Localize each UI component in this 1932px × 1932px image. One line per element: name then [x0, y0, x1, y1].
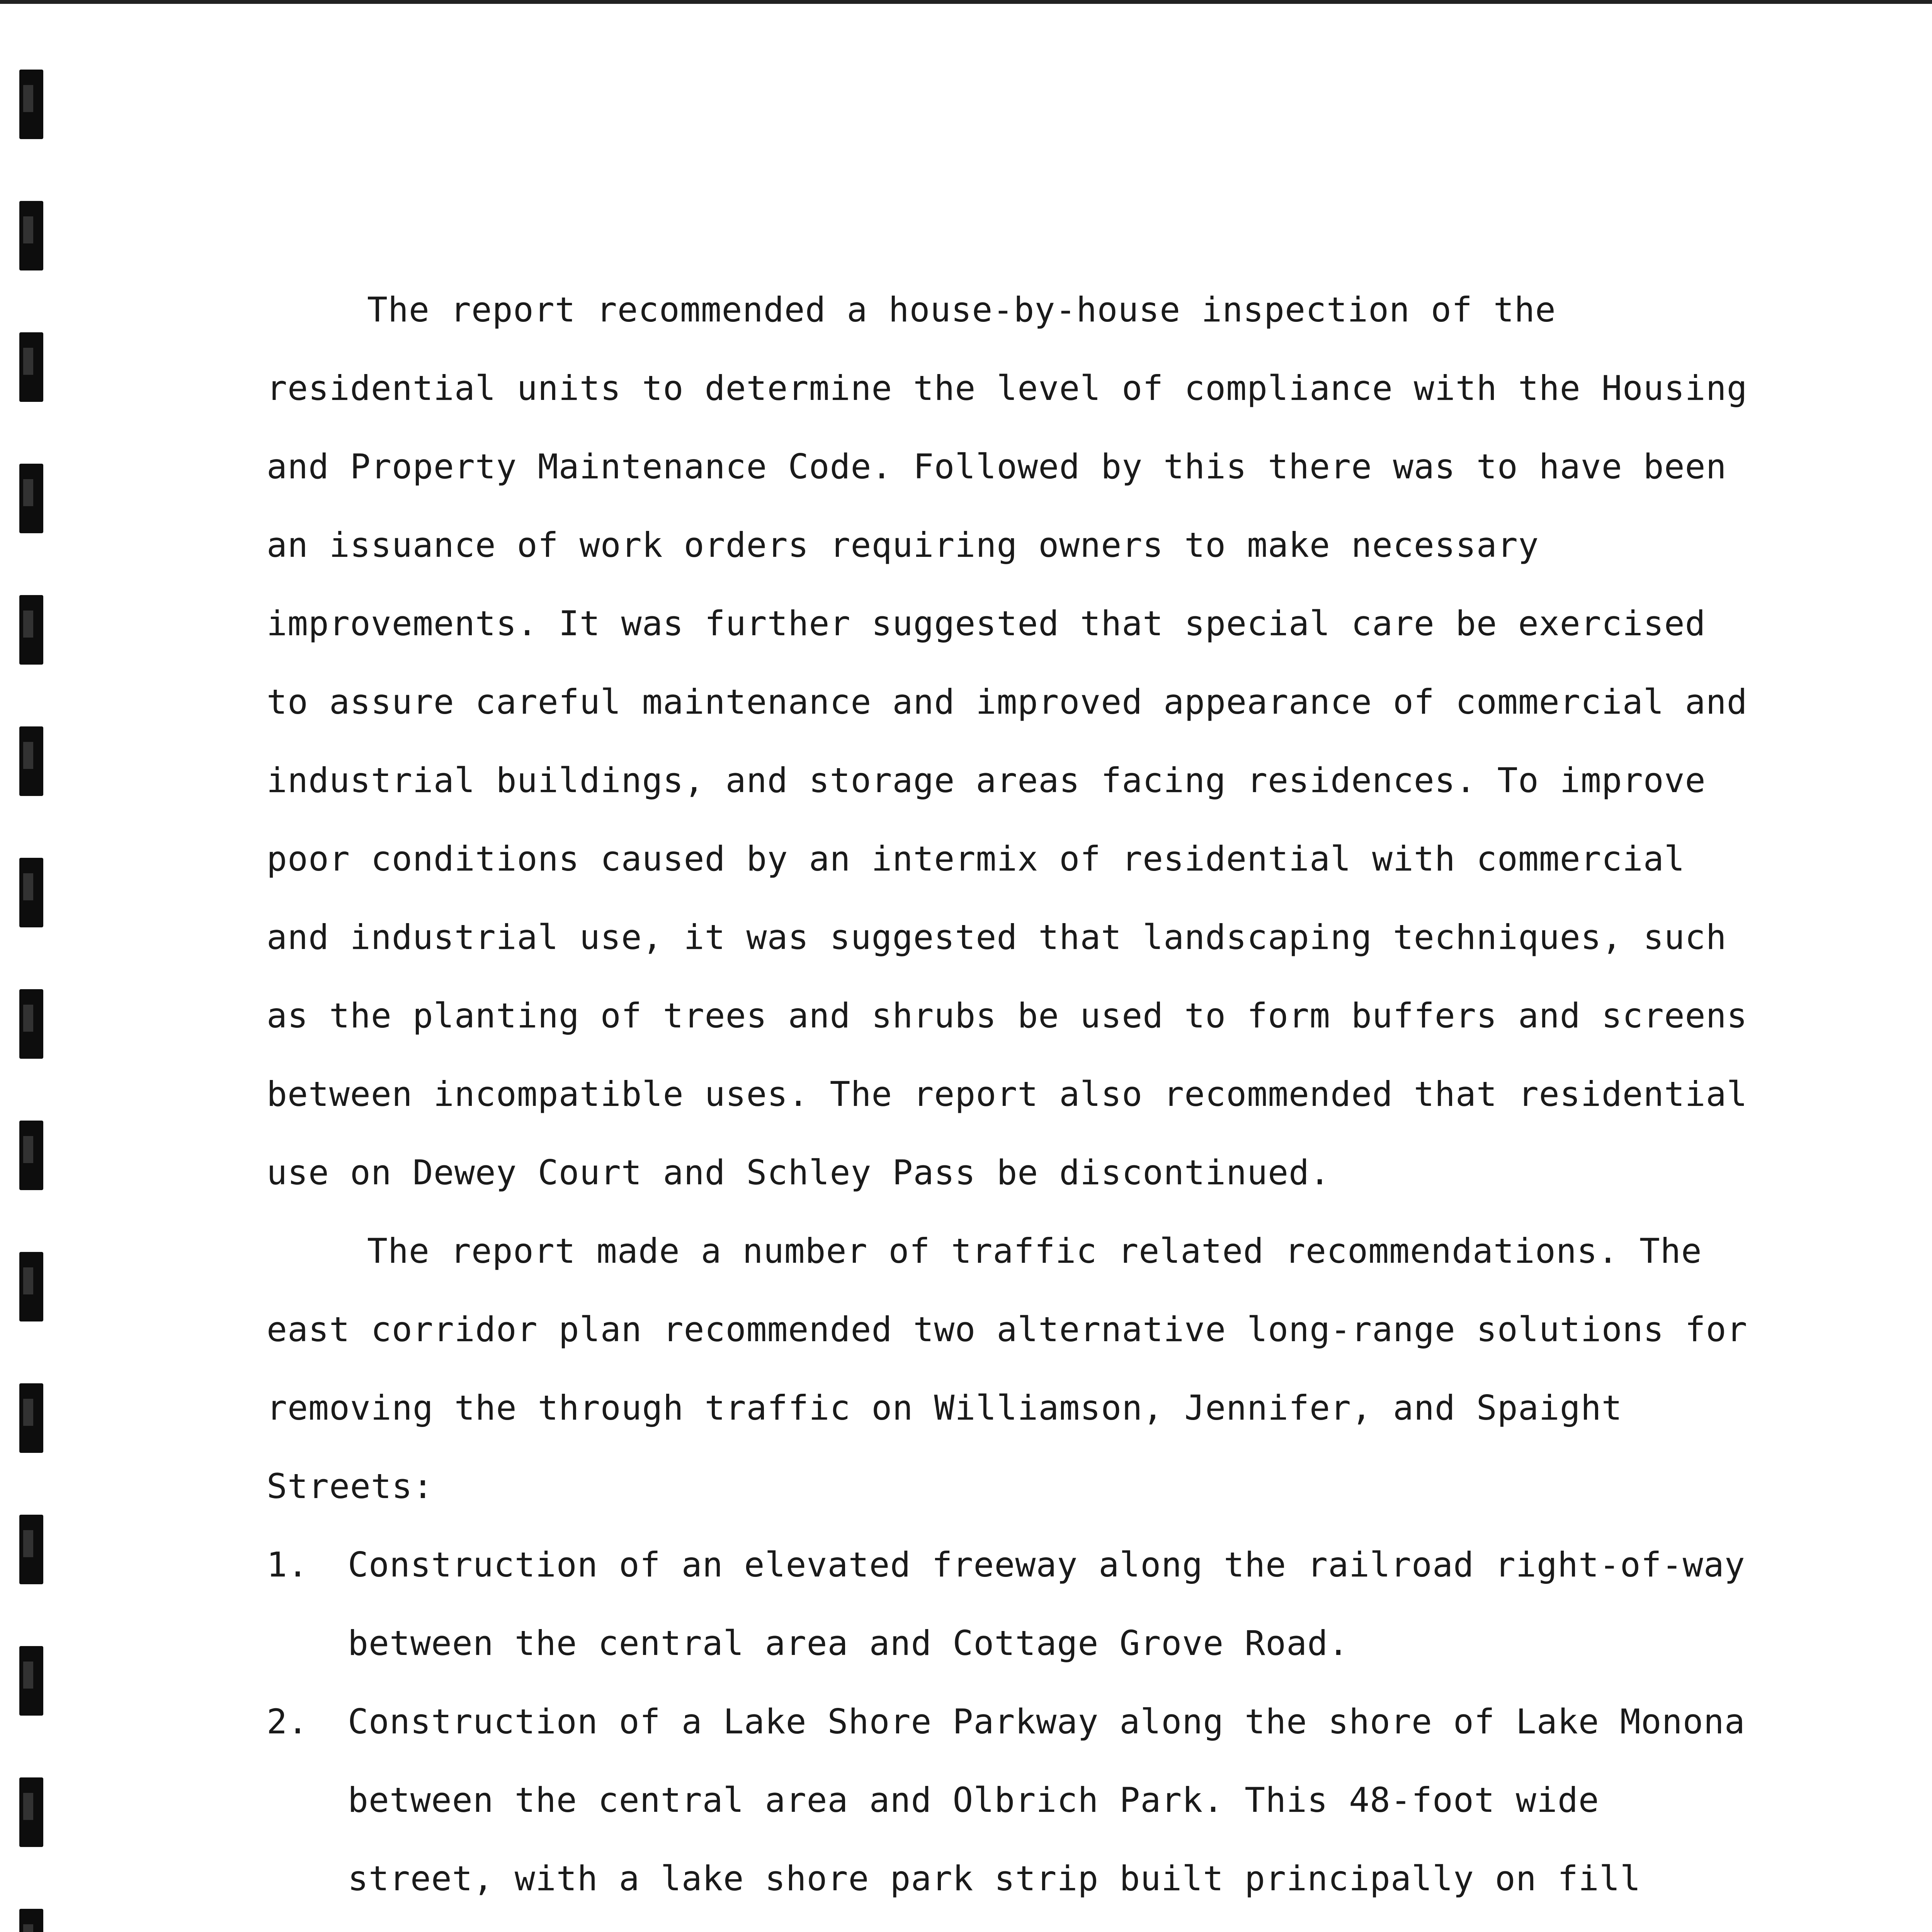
binding-hole	[19, 595, 43, 665]
binding-hole	[19, 1383, 43, 1453]
paragraph-housing-inspection: The report recommended a house-by-house inspection of the residential units to determine the level of compliance with the Housing and Property Maintenance Code. Followed by this there was to have been an issuance of work orders requiring owners to make necessary improvements. It was further suggested that special care be exercised to assure careful maintenance and improved appearance of commercial and industrial buildings, and storage areas facing residences. To improve poor conditions caused by an intermix of residential with commercial and industrial use, it was suggested that landscaping techniques, such as the planting of trees and shrubs be used to form buffers and screens between incompatible uses. The report also recommended that residential use on Dewey Court and Schley Pass be discontinued.	[267, 290, 1748, 1192]
binding-holes	[0, 0, 54, 1932]
binding-hole	[19, 201, 43, 270]
binding-hole	[19, 1515, 43, 1584]
list-item	[267, 1682, 1766, 1932]
binding-hole	[19, 1777, 43, 1847]
paragraph-traffic-recommendations: The report made a number of traffic related recommendations. The east corridor plan recommended two alternative long-range solutions for removing the through traffic on Williamson, Jennifer, and Spaight Streets:	[267, 1231, 1748, 1506]
list-item-text: Construction of a Lake Shore Parkway along the shore of Lake Monona between the central area and Olbrich Park. This 48-foot wide street, with a lake shore park strip built principally on fill	[348, 1702, 1745, 1898]
binding-hole	[19, 858, 43, 927]
list-number: 2.	[267, 1702, 308, 1742]
binding-hole	[19, 1646, 43, 1716]
binding-hole	[19, 332, 43, 402]
binding-hole	[19, 726, 43, 796]
traffic-solutions-list	[267, 1526, 1766, 1932]
binding-hole	[19, 464, 43, 533]
document-body	[267, 270, 1766, 1932]
binding-hole	[19, 1252, 43, 1321]
list-item-text: Construction of an elevated freeway along the railroad right-of-way between the central area and Cottage Grove Road.	[348, 1545, 1745, 1663]
list-item	[267, 1526, 1766, 1682]
binding-hole	[19, 1121, 43, 1190]
list-number: 1.	[267, 1545, 308, 1585]
binding-hole	[19, 989, 43, 1059]
binding-hole	[19, 1909, 43, 1932]
binding-hole	[19, 70, 43, 139]
scan-top-edge	[0, 0, 1932, 4]
